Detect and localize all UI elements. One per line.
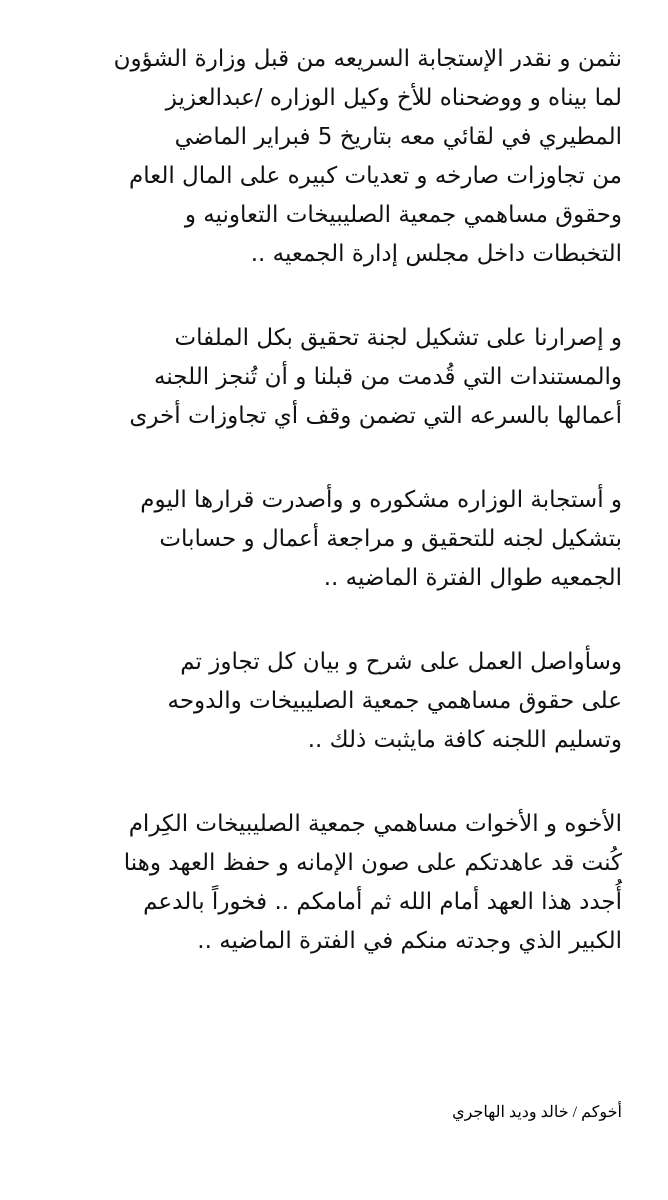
text-line: والمستندات التي قُدمت من قبلنا و أن تُنجز اللجنه	[153, 364, 622, 390]
text-line: من تجاوزات صارخه و تعديات كبيره على المال العام	[129, 163, 622, 189]
text-line: لما بيناه و ووضحناه للأخ وكيل الوزاره /عبدالعزيز	[165, 85, 622, 111]
text-line: الكبير الذي وجدته منكم في الفترة الماضيه ..	[197, 928, 622, 954]
text-line: وتسليم اللجنه كافة مايثبت ذلك ..	[307, 727, 622, 753]
text-line: على حقوق مساهمي جمعية الصليبيخات والدوحه	[167, 688, 622, 714]
text-line: وحقوق مساهمي جمعية الصليبيخات التعاونيه و	[184, 202, 622, 228]
text-line: وسأواصل العمل على شرح و بيان كل تجاوز تم	[180, 649, 622, 675]
paragraph-ministry-response	[40, 40, 622, 274]
text-line: المطيري في لقائي معه بتاريخ 5 فبراير الماضي	[174, 124, 622, 150]
paragraph-investigation-demand	[40, 319, 622, 436]
text-line: أُجدد هذا العهد أمام الله ثم أمامكم .. فخوراً بالدعم	[143, 889, 622, 915]
paragraph-shareholders-pledge	[40, 805, 622, 961]
text-line: و أستجابة الوزاره مشكوره و وأصدرت قرارها اليوم	[140, 487, 622, 513]
text-line: الجمعيه طوال الفترة الماضيه ..	[323, 565, 622, 591]
text-line: كُنت قد عاهدتكم على صون الإمانه و حفظ العهد وهنا	[123, 850, 622, 876]
text-line: نثمن و نقدر الإستجابة السريعه من قبل وزارة الشؤون	[113, 46, 622, 72]
text-line: الأخوه و الأخوات مساهمي جمعية الصليبيخات الكِرام	[128, 811, 622, 837]
text-line: التخبطات داخل مجلس إدارة الجمعيه ..	[250, 241, 622, 267]
text-line: و إصرارنا على تشكيل لجنة تحقيق بكل الملفات	[174, 325, 622, 351]
paragraph-continued-work	[40, 643, 622, 760]
text-line: أعمالها بالسرعه التي تضمن وقف أي تجاوزات أخرى	[129, 403, 622, 429]
paragraph-ministry-decision	[40, 481, 622, 598]
signature-line: أخوكم / خالد وديد الهاجري	[452, 1104, 622, 1121]
text-line: بتشكيل لجنه للتحقيق و مراجعة أعمال و حسابات	[159, 526, 622, 552]
